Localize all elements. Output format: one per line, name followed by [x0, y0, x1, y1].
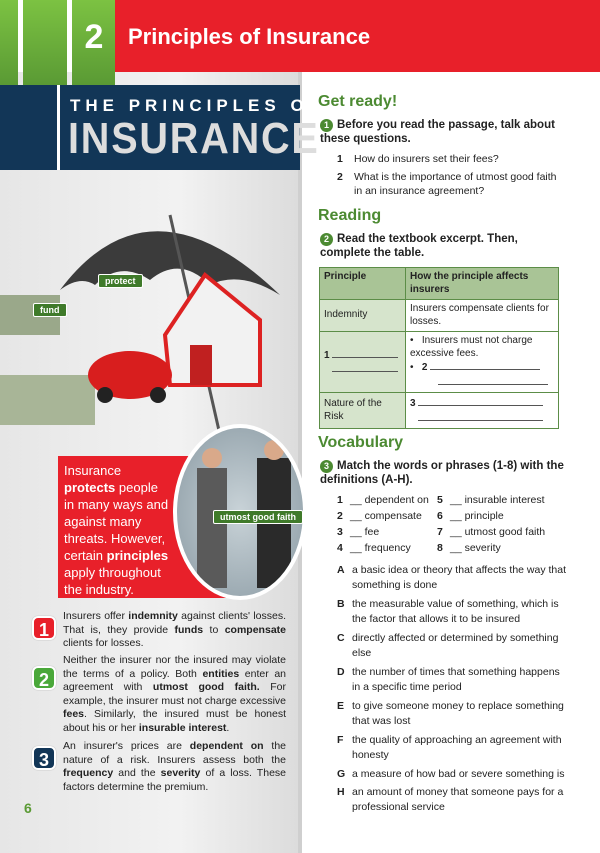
paragraph	[63, 654, 286, 735]
table-row: Indemnity Insurers compensate clients for losses.	[320, 300, 559, 332]
definition: F the quality of approaching an agreement with honesty	[337, 734, 562, 761]
definition: D the number of times that something happens in a specific time period	[337, 666, 560, 693]
definition: C directly affected or determined by something else	[337, 632, 559, 659]
text: Insurance	[64, 463, 122, 478]
intro-text	[64, 462, 170, 598]
house-icon	[165, 275, 260, 385]
vocab-word: 6 __ principle	[437, 510, 504, 522]
question-text: Read the textbook excerpt. Then, complete the table.	[320, 233, 518, 259]
text: the nature of a risk. Insurers assess both the	[63, 740, 286, 766]
vocabulary-heading: Vocabulary	[318, 434, 404, 451]
key-term: indemnity	[128, 610, 178, 622]
text: to	[203, 623, 225, 636]
vocab-word: 5 __ insurable interest	[437, 494, 545, 506]
answer-blank[interactable]	[332, 348, 398, 358]
principles-table	[319, 267, 559, 429]
paragraph-number-badge: 2	[32, 666, 56, 690]
list-item: 1 How do insurers set their fees?	[337, 153, 499, 165]
banner-line1: THE PRINCIPLES OF	[70, 96, 325, 115]
table-header: How the principle affects insurers	[406, 268, 559, 300]
question-text: Match the words or phrases (1-8) with the definitions (A-H).	[320, 460, 564, 486]
question-3	[320, 459, 570, 487]
page-number: 6	[24, 800, 32, 816]
definition: G a measure of how bad or severe something is	[337, 768, 565, 780]
definition: E to give someone money to replace something that was lost	[337, 700, 564, 727]
get-ready-heading: Get ready!	[318, 93, 398, 110]
chapter-title: Principles of Insurance	[128, 24, 371, 49]
text: . Similarly, the insured must be honest about his or her	[63, 708, 286, 734]
vocab-word: 2 __ compensate	[337, 510, 422, 522]
text: enter an agreement with	[63, 667, 286, 693]
answer-blank[interactable]	[418, 396, 543, 406]
paragraph-number-badge: 1	[32, 616, 56, 640]
table-row: 1 • Insurers must not charge excessive fees. • 2	[320, 332, 559, 393]
vocab-word: 4 __ frequency	[337, 542, 411, 554]
question-2	[320, 232, 570, 260]
key-term: utmost good faith.	[152, 681, 260, 693]
text: .	[226, 721, 230, 734]
question-number: 2	[320, 233, 333, 246]
reading-heading: Reading	[318, 207, 382, 224]
money-stack-icon	[0, 375, 95, 425]
key-term: principles	[106, 548, 169, 563]
paragraph-number-badge: 3	[32, 746, 56, 770]
label-protect: protect	[98, 274, 143, 288]
key-term: insurable interest	[138, 721, 227, 734]
key-term: funds	[174, 623, 204, 636]
banner-title: INSURANCE	[68, 114, 320, 163]
question-number: 1	[320, 119, 333, 132]
chapter-number: 2	[84, 18, 104, 56]
table-header: Principle	[320, 268, 406, 300]
table-row: Nature of the Risk 3	[320, 393, 559, 429]
text: Insurers offer	[63, 610, 129, 622]
answer-blank[interactable]	[438, 375, 548, 385]
definition: H an amount of money that someone pays for a professional service	[337, 786, 564, 813]
paragraph	[63, 610, 286, 651]
umbrella-icon	[60, 231, 280, 295]
key-term: dependent on	[189, 740, 264, 752]
question-number: 3	[320, 460, 333, 473]
definition: B the measurable value of something, which is the factor that allows it to be insured	[337, 598, 559, 625]
text: and the	[113, 767, 161, 779]
paragraph	[63, 740, 286, 794]
key-term: entities	[202, 667, 240, 680]
definition: A a basic idea or theory that affects the way that something is done	[337, 564, 567, 591]
text: apply throughout the industry.	[64, 565, 161, 597]
vocab-word: 8 __ severity	[437, 542, 501, 554]
text: Neither the insurer nor the insured may violate the terms of a policy. Both	[63, 654, 286, 680]
label-utmost-good-faith: utmost good faith	[213, 510, 303, 524]
key-term: frequency	[63, 767, 114, 779]
answer-blank[interactable]	[430, 360, 540, 370]
question-1	[320, 118, 570, 146]
key-term: fees	[63, 708, 85, 720]
vocab-word: 7 __ utmost good faith	[437, 526, 546, 538]
vocab-word: 1 __ dependent on	[337, 494, 429, 506]
text: of a loss. These factors determine the premium.	[63, 767, 286, 793]
chapter-tab	[0, 0, 18, 85]
text: An insurer's prices are	[63, 740, 190, 752]
text: against clients' losses. That is, they provide	[63, 610, 286, 636]
key-term: severity	[160, 767, 201, 779]
label-fund: fund	[33, 303, 67, 317]
answer-blank[interactable]	[418, 411, 543, 421]
key-term: protects	[64, 480, 116, 495]
text: people in many ways and against many threats. However, certain	[64, 480, 169, 563]
answer-blank[interactable]	[332, 362, 398, 372]
chapter-tab	[23, 0, 67, 85]
vocab-word: 3 __ fee	[337, 526, 380, 538]
text: clients for losses.	[63, 637, 144, 649]
list-item: 2 What is the importance of utmost good faith in an insurance agreement?	[337, 171, 557, 197]
key-term: compensate	[224, 623, 286, 636]
question-text: Before you read the passage, talk about these questions.	[320, 119, 555, 145]
text: For example, the insurer must not charge excessive	[63, 681, 286, 707]
